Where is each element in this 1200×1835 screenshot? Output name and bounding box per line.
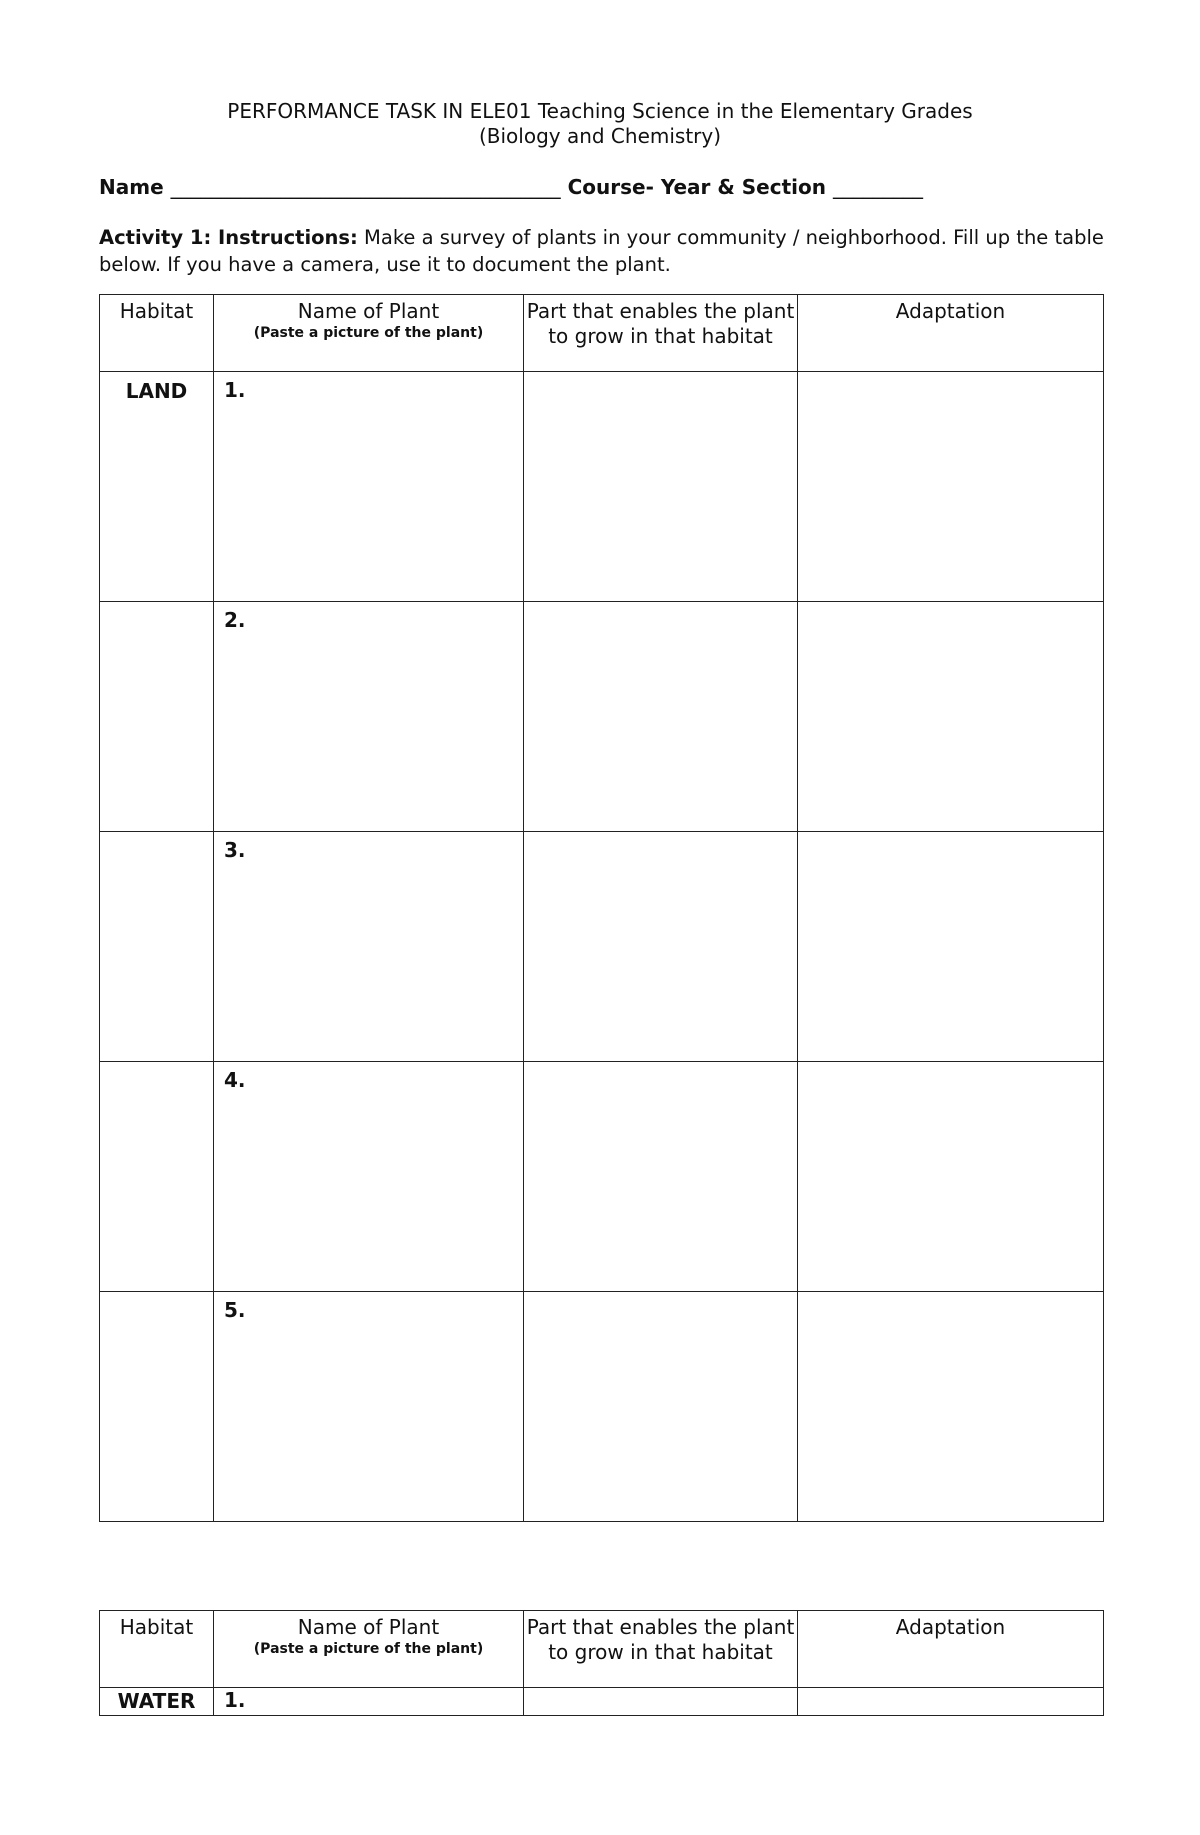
- table-row: [100, 1062, 1104, 1292]
- header-name-sub: (Paste a picture of the plant): [253, 325, 484, 341]
- table-row: [100, 1292, 1104, 1522]
- header-part: Part that enables the plant to grow in that habitat: [524, 1611, 798, 1688]
- part-cell[interactable]: [524, 1292, 798, 1522]
- adaptation-cell[interactable]: [798, 832, 1104, 1062]
- adaptation-cell[interactable]: [798, 1688, 1104, 1716]
- water-table: [99, 1610, 1104, 1716]
- habitat-cell: [100, 1062, 214, 1292]
- habitat-label: WATER: [100, 1688, 214, 1716]
- plant-number[interactable]: 1.: [214, 1688, 524, 1716]
- activity-text: Make a survey of plants in your community / neighborhood. Fill up the table below. If you have a camera, use it to document the plant.: [99, 226, 1104, 276]
- header-name-label: Name of Plant: [297, 299, 440, 323]
- course-blank[interactable]: _________: [832, 175, 923, 199]
- plant-number[interactable]: 3.: [214, 832, 524, 1062]
- part-cell[interactable]: [524, 1062, 798, 1292]
- header-adaptation: Adaptation: [798, 295, 1104, 372]
- table-header-row: [100, 1611, 1104, 1688]
- name-label: Name: [99, 175, 164, 199]
- part-cell[interactable]: [524, 1688, 798, 1716]
- table-row: [100, 602, 1104, 832]
- header-name-of-plant: [214, 1611, 524, 1688]
- adaptation-cell[interactable]: [798, 1062, 1104, 1292]
- plant-number[interactable]: 1.: [214, 372, 524, 602]
- activity-lead: Activity 1: Instructions:: [99, 226, 358, 249]
- header-name-sub: (Paste a picture of the plant): [253, 1641, 484, 1657]
- worksheet-subtitle: (Biology and Chemistry): [478, 124, 722, 148]
- habitat-cell: [100, 602, 214, 832]
- adaptation-cell[interactable]: [798, 1292, 1104, 1522]
- header-name-label: Name of Plant: [297, 1615, 440, 1639]
- header-habitat: Habitat: [100, 295, 214, 372]
- habitat-label: LAND: [100, 372, 214, 602]
- part-cell[interactable]: [524, 602, 798, 832]
- habitat-cell: [100, 1292, 214, 1522]
- table-header-row: [100, 295, 1104, 372]
- part-cell[interactable]: [524, 832, 798, 1062]
- land-table: [99, 294, 1104, 1522]
- header-part: Part that enables the plant to grow in that habitat: [524, 295, 798, 372]
- table-row: [100, 372, 1104, 602]
- header-habitat: Habitat: [100, 1611, 214, 1688]
- plant-number[interactable]: 4.: [214, 1062, 524, 1292]
- habitat-cell: [100, 832, 214, 1062]
- worksheet-title: PERFORMANCE TASK IN ELE01 Teaching Science in the Elementary Grades: [227, 99, 973, 123]
- student-info-line: [99, 174, 923, 200]
- header-name-of-plant: [214, 295, 524, 372]
- table-row: [100, 832, 1104, 1062]
- header-adaptation: Adaptation: [798, 1611, 1104, 1688]
- course-label: Course- Year & Section: [567, 175, 826, 199]
- adaptation-cell[interactable]: [798, 602, 1104, 832]
- adaptation-cell[interactable]: [798, 372, 1104, 602]
- plant-number[interactable]: 2.: [214, 602, 524, 832]
- table-row: [100, 1688, 1104, 1716]
- activity-instructions: [99, 224, 1109, 278]
- name-blank[interactable]: _______________________________________: [170, 175, 561, 199]
- part-cell[interactable]: [524, 372, 798, 602]
- plant-number[interactable]: 5.: [214, 1292, 524, 1522]
